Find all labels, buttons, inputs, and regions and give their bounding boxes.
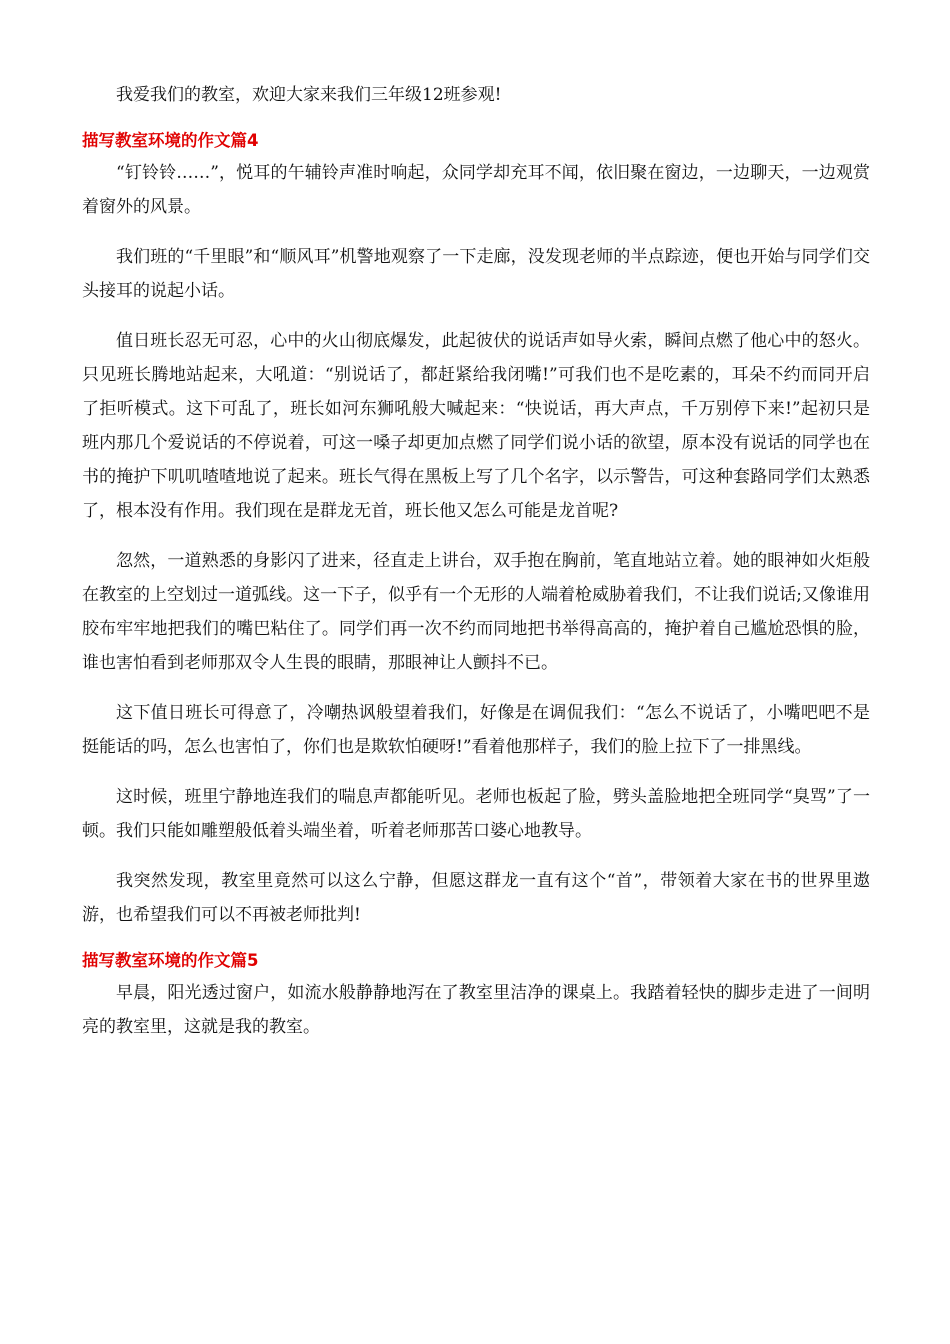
essay-4-paragraph-4: 忽然，一道熟悉的身影闪了进来，径直走上讲台，双手抱在胸前，笔直地站立着。她的眼神如火炬般在教室的上空划过一道弧线。这一下子，似乎有一个无形的人端着枪威胁着我们，不让我们说话;又像谁用胶布牢牢地把我们的嘴巴粘住了。同学们再一次不约而同地把书举得高高的，掩护着自己尴尬恐惧的脸，谁也害怕看到老师那双令人生畏的眼睛，那眼神让人颤抖不已。 — [82, 551, 870, 673]
essay-4-paragraph-6: 这时候，班里宁静地连我们的喘息声都能听见。老师也板起了脸，劈头盖脸地把全班同学“臭骂”了一顿。我们只能如雕塑般低着头端坐着，听着老师那苦口婆心地教导。 — [82, 787, 870, 841]
essay-5-section — [82, 948, 870, 1044]
intro-paragraph: 我爱我们的教室，欢迎大家来我们三年级12班参观! — [116, 85, 502, 105]
essay-4-heading: 描写教室环境的作文篇4 — [82, 131, 259, 150]
essay-4-paragraph-1: “钉铃铃……”，悦耳的午辅铃声准时响起，众同学却充耳不闻，依旧聚在窗边，一边聊天，一边观赏着窗外的风景。 — [82, 163, 870, 217]
essay-4-paragraph-3: 值日班长忍无可忍，心中的火山彻底爆发，此起彼伏的说话声如导火索，瞬间点燃了他心中的怒火。只见班长腾地站起来，大吼道：“别说话了，都赶紧给我闭嘴!”可我们也不是吃素的，耳朵不约而同开启了拒听模式。这下可乱了，班长如河东狮吼般大喊起来：“快说话，再大声点，千万别停下来!”起初只是班内那几个爱说话的不停说着，可这一嗓子却更加点燃了同学们说小话的欲望，原本没有说话的同学也在书的掩护下叽叽喳喳地说了起来。班长气得在黑板上写了几个名字，以示警告，可这种套路同学们太熟悉了，根本没有作用。我们现在是群龙无首，班长他又怎么可能是龙首呢? — [82, 331, 870, 521]
essay-5-paragraph-1: 早晨，阳光透过窗户，如流水般静静地泻在了教室里洁净的课桌上。我踏着轻快的脚步走进了一间明亮的教室里，这就是我的教室。 — [82, 983, 870, 1037]
essay-4-paragraph-2: 我们班的“千里眼”和“顺风耳”机警地观察了一下走廊，没发现老师的半点踪迹，便也开始与同学们交头接耳的说起小话。 — [82, 247, 870, 301]
essay-4-paragraph-7: 我突然发现，教室里竟然可以这么宁静，但愿这群龙一直有这个“首”，带领着大家在书的世界里遨游，也希望我们可以不再被老师批判! — [82, 871, 870, 925]
document-page — [82, 78, 870, 1060]
essay-5-heading: 描写教室环境的作文篇5 — [82, 951, 259, 970]
essay-4-paragraph-5: 这下值日班长可得意了，冷嘲热讽般望着我们，好像是在调侃我们：“怎么不说话了，小嘴吧吧不是挺能话的吗，怎么也害怕了，你们也是欺软怕硬呀!”看着他那样子，我们的脸上拉下了一排黑线。 — [82, 703, 870, 757]
essay-4-section — [82, 128, 870, 932]
